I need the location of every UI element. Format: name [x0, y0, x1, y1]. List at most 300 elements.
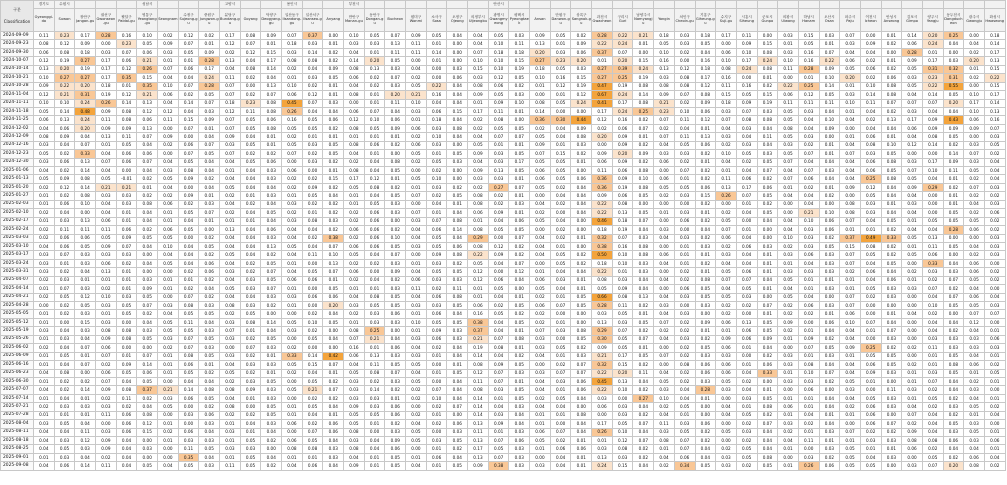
value-cell: 0.03 — [426, 259, 447, 267]
value-cell: 0.03 — [674, 192, 695, 200]
value-cell: 0.03 — [964, 141, 985, 149]
column-header-english: Gwangju — [966, 19, 982, 23]
value-cell: 0.09 — [426, 327, 447, 335]
value-cell: 0.02 — [34, 403, 55, 411]
value-cell: 0.03 — [261, 386, 282, 394]
value-cell: 0.00 — [302, 344, 323, 352]
value-cell: 0.06 — [819, 226, 840, 234]
value-cell: 0.04 — [220, 276, 241, 284]
value-cell: 0.04 — [137, 217, 158, 225]
value-cell: 0.12 — [364, 175, 385, 183]
value-cell: 0.08 — [922, 133, 943, 141]
value-cell: 0.00 — [984, 420, 1005, 428]
value-cell: 0.15 — [302, 361, 323, 369]
region-header — [323, 1, 344, 9]
value-cell: 0.04 — [199, 133, 220, 141]
value-cell: 0.00 — [385, 217, 406, 225]
value-cell: 0.05 — [550, 344, 571, 352]
value-cell: 0.09 — [592, 150, 613, 158]
value-cell: 0.00 — [530, 192, 551, 200]
column-header-english: Yangju — [926, 19, 939, 23]
value-cell: 0.00 — [757, 234, 778, 242]
value-cell: 0.04 — [860, 259, 881, 267]
value-cell: 0.27 — [488, 183, 509, 191]
value-cell: 0.12 — [116, 91, 137, 99]
value-cell: 0.05 — [819, 91, 840, 99]
value-cell: 0.01 — [385, 394, 406, 402]
value-cell: 0.00 — [860, 310, 881, 318]
value-cell: 0.01 — [881, 32, 902, 40]
value-cell: 0.00 — [654, 200, 675, 208]
value-cell: 0.04 — [778, 167, 799, 175]
value-cell: 0.05 — [633, 209, 654, 217]
value-cell: 0.03 — [426, 276, 447, 284]
value-cell: 0.00 — [571, 403, 592, 411]
value-cell: 0.03 — [902, 107, 923, 115]
value-cell: 0.00 — [158, 445, 179, 453]
value-cell: 0.02 — [695, 437, 716, 445]
value-cell: 0.04 — [881, 192, 902, 200]
value-cell: 0.04 — [323, 310, 344, 318]
value-cell: 0.00 — [178, 234, 199, 242]
value-cell: 0.09 — [323, 65, 344, 73]
value-cell: 0.01 — [199, 361, 220, 369]
value-cell: 0.04 — [860, 453, 881, 461]
value-cell: 0.01 — [344, 200, 365, 208]
value-cell: 0.01 — [178, 57, 199, 65]
value-cell: 0.09 — [798, 335, 819, 343]
value-cell: 0.01 — [488, 428, 509, 436]
value-cell: 0.00 — [530, 226, 551, 234]
value-cell: 0.18 — [282, 40, 303, 48]
value-cell: 0.02 — [984, 226, 1005, 234]
value-cell: 0.04 — [158, 310, 179, 318]
value-cell: 0.02 — [695, 167, 716, 175]
value-cell: 0.01 — [261, 369, 282, 377]
value-cell: 0.00 — [385, 327, 406, 335]
value-cell: 0.06 — [137, 116, 158, 124]
table-row — [1, 453, 1006, 461]
value-cell: 0.06 — [75, 234, 96, 242]
value-cell: 0.01 — [34, 285, 55, 293]
value-cell: 0.05 — [282, 318, 303, 326]
value-cell: 0.07 — [819, 48, 840, 56]
value-cell: 0.07 — [385, 369, 406, 377]
value-cell: 0.03 — [54, 437, 75, 445]
value-cell: 0.04 — [819, 394, 840, 402]
value-cell: 0.01 — [220, 217, 241, 225]
value-cell: 0.23 — [54, 32, 75, 40]
value-cell: 0.03 — [984, 133, 1005, 141]
value-cell: 0.01 — [509, 141, 530, 149]
table-row — [1, 462, 1006, 470]
value-cell: 0.05 — [447, 318, 468, 326]
column-header — [344, 9, 365, 32]
value-cell: 0.06 — [406, 124, 427, 132]
value-cell: 0.01 — [302, 453, 323, 461]
value-cell: 0.04 — [447, 133, 468, 141]
value-cell: 0.02 — [34, 276, 55, 284]
value-cell: 0.05 — [240, 462, 261, 470]
value-cell: 0.10 — [840, 99, 861, 107]
value-cell: 0.02 — [96, 361, 117, 369]
value-cell: 0.07 — [488, 335, 509, 343]
value-cell: 0.04 — [757, 276, 778, 284]
value-cell: 0.03 — [509, 32, 530, 40]
value-cell: 0.02 — [261, 251, 282, 259]
value-cell: 0.13 — [364, 352, 385, 360]
value-cell: 0.09 — [922, 124, 943, 132]
value-cell: 0.10 — [674, 107, 695, 115]
value-cell: 0.06 — [860, 133, 881, 141]
value-cell: 0.00 — [323, 32, 344, 40]
value-cell: 0.12 — [592, 116, 613, 124]
value-cell: 0.07 — [509, 183, 530, 191]
table-row — [1, 65, 1006, 73]
value-cell: 0.02 — [406, 394, 427, 402]
value-cell: 0.02 — [943, 141, 964, 149]
value-cell: 0.08 — [447, 124, 468, 132]
value-cell: 0.02 — [716, 310, 737, 318]
value-cell: 0.02 — [282, 209, 303, 217]
value-cell: 0.03 — [550, 377, 571, 385]
value-cell: 0.00 — [674, 302, 695, 310]
value-cell: 0.05 — [406, 377, 427, 385]
value-cell: 0.03 — [509, 453, 530, 461]
value-cell: 0.04 — [261, 183, 282, 191]
value-cell: 0.00 — [757, 226, 778, 234]
value-cell: 0.02 — [158, 32, 179, 40]
value-cell: 0.02 — [902, 361, 923, 369]
value-cell: 0.06 — [488, 276, 509, 284]
value-cell: 0.14 — [75, 167, 96, 175]
column-header-english: Paldal-gu — [118, 19, 135, 23]
value-cell: 0.19 — [757, 99, 778, 107]
value-cell: 0.06 — [860, 167, 881, 175]
region-header — [757, 1, 778, 9]
value-cell: 0.35 — [178, 453, 199, 461]
value-cell: 0.28 — [902, 48, 923, 56]
value-cell: 0.06 — [282, 420, 303, 428]
row-date: 2024-10-14 — [1, 65, 34, 73]
value-cell: 0.11 — [509, 40, 530, 48]
value-cell: 0.04 — [364, 192, 385, 200]
value-cell: 0.09 — [34, 82, 55, 90]
value-cell: 0.04 — [509, 411, 530, 419]
column-header-korean: 의왕시 — [782, 15, 794, 20]
value-cell: 0.00 — [819, 133, 840, 141]
value-cell: 0.02 — [674, 268, 695, 276]
value-cell: 0.07 — [323, 268, 344, 276]
value-cell: 0.19 — [75, 65, 96, 73]
value-cell: 0.06 — [964, 268, 985, 276]
value-cell: 0.05 — [426, 234, 447, 242]
value-cell: 0.03 — [261, 293, 282, 301]
value-cell: 0.07 — [178, 150, 199, 158]
value-cell: 0.03 — [798, 377, 819, 385]
value-cell: 0.07 — [220, 150, 241, 158]
value-cell: 0.15 — [447, 107, 468, 115]
value-cell: 0.11 — [757, 133, 778, 141]
value-cell: 0.15 — [695, 192, 716, 200]
value-cell: 0.05 — [34, 150, 55, 158]
value-cell: 0.04 — [736, 369, 757, 377]
row-date: 2025-01-13 — [1, 175, 34, 183]
value-cell: 0.00 — [798, 318, 819, 326]
value-cell: 0.14 — [364, 386, 385, 394]
value-cell: 0.09 — [302, 183, 323, 191]
value-cell: 0.03 — [468, 74, 489, 82]
value-cell: 0.02 — [302, 394, 323, 402]
value-cell: 0.20 — [943, 462, 964, 470]
value-cell: 0.21 — [96, 183, 117, 191]
column-header — [282, 9, 303, 32]
value-cell: 0.03 — [674, 32, 695, 40]
value-cell: 0.00 — [592, 141, 613, 149]
value-cell: 0.01 — [674, 175, 695, 183]
value-cell: 0.03 — [550, 48, 571, 56]
value-cell: 0.01 — [34, 377, 55, 385]
value-cell: 0.01 — [509, 377, 530, 385]
value-cell: 0.05 — [137, 234, 158, 242]
value-cell: 0.04 — [282, 268, 303, 276]
value-cell: 0.01 — [364, 99, 385, 107]
value-cell: 0.05 — [178, 48, 199, 56]
value-cell: 0.04 — [158, 74, 179, 82]
value-cell: 0.04 — [426, 99, 447, 107]
row-date: 2024-12-09 — [1, 133, 34, 141]
value-cell: 0.04 — [447, 82, 468, 90]
value-cell: 0.14 — [344, 57, 365, 65]
value-cell: 0.03 — [344, 302, 365, 310]
value-cell: 0.05 — [261, 259, 282, 267]
table-row — [1, 175, 1006, 183]
value-cell: 0.05 — [902, 65, 923, 73]
region-header — [240, 1, 261, 9]
value-cell: 0.06 — [447, 242, 468, 250]
value-cell: 0.09 — [75, 40, 96, 48]
value-cell: 0.09 — [468, 167, 489, 175]
value-cell: 0.19 — [612, 226, 633, 234]
column-header — [116, 9, 137, 32]
value-cell: 0.01 — [468, 293, 489, 301]
value-cell: 0.02 — [468, 183, 489, 191]
value-cell: 0.00 — [240, 82, 261, 90]
value-cell: 0.02 — [757, 352, 778, 360]
value-cell: 0.12 — [302, 91, 323, 99]
value-cell: 0.03 — [54, 335, 75, 343]
value-cell: 0.07 — [716, 276, 737, 284]
value-cell: 0.00 — [922, 192, 943, 200]
value-cell: 0.06 — [54, 200, 75, 208]
value-cell: 0.18 — [592, 259, 613, 267]
value-cell: 0.03 — [261, 167, 282, 175]
value-cell: 0.09 — [178, 192, 199, 200]
value-cell: 0.01 — [199, 40, 220, 48]
value-cell: 0.06 — [840, 57, 861, 65]
value-cell: 0.16 — [612, 116, 633, 124]
value-cell: 0.03 — [96, 192, 117, 200]
value-cell: 0.02 — [530, 124, 551, 132]
column-header-korean: 김포시 — [906, 15, 918, 20]
value-cell: 0.24 — [736, 65, 757, 73]
value-cell: 0.04 — [798, 411, 819, 419]
value-cell: 0.01 — [323, 411, 344, 419]
value-cell: 0.00 — [447, 175, 468, 183]
value-cell: 0.05 — [798, 40, 819, 48]
column-header — [819, 9, 840, 32]
value-cell: 0.04 — [75, 420, 96, 428]
value-cell: 0.00 — [736, 352, 757, 360]
value-cell: 0.26 — [282, 107, 303, 115]
value-cell: 0.04 — [220, 394, 241, 402]
value-cell: 0.03 — [922, 369, 943, 377]
value-cell: 0.01 — [96, 310, 117, 318]
column-header-english: Gwonseon-gu — [96, 17, 116, 25]
value-cell: 0.06 — [860, 158, 881, 166]
value-cell: 0.05 — [633, 318, 654, 326]
value-cell: 0.08 — [571, 327, 592, 335]
column-header — [34, 9, 55, 32]
value-cell: 0.01 — [240, 327, 261, 335]
value-cell: 0.22 — [778, 82, 799, 90]
value-cell: 0.00 — [137, 344, 158, 352]
value-cell: 0.04 — [488, 318, 509, 326]
value-cell: 0.16 — [116, 32, 137, 40]
value-cell: 0.02 — [34, 344, 55, 352]
value-cell: 0.08 — [757, 453, 778, 461]
value-cell: 0.01 — [840, 107, 861, 115]
value-cell: 0.03 — [778, 48, 799, 56]
value-cell: 0.05 — [199, 394, 220, 402]
value-cell: 0.02 — [385, 226, 406, 234]
value-cell: 0.07 — [550, 428, 571, 436]
value-cell: 0.04 — [406, 226, 427, 234]
table-row — [1, 99, 1006, 107]
value-cell: 0.05 — [550, 167, 571, 175]
value-cell: 0.01 — [922, 361, 943, 369]
value-cell: 0.03 — [116, 293, 137, 301]
value-cell: 0.01 — [34, 453, 55, 461]
value-cell: 0.03 — [364, 318, 385, 326]
value-cell: 0.05 — [654, 183, 675, 191]
value-cell: 0.01 — [592, 437, 613, 445]
value-cell: 0.09 — [612, 175, 633, 183]
value-cell: 0.27 — [592, 74, 613, 82]
value-cell: 0.01 — [798, 394, 819, 402]
value-cell: 0.09 — [96, 124, 117, 132]
value-cell: 0.00 — [550, 420, 571, 428]
value-cell: 0.21 — [364, 335, 385, 343]
value-cell: 0.06 — [158, 91, 179, 99]
table-row — [1, 310, 1006, 318]
value-cell: 0.02 — [323, 394, 344, 402]
value-cell: 0.01 — [530, 445, 551, 453]
value-cell: 0.02 — [240, 200, 261, 208]
value-cell: 0.05 — [592, 285, 613, 293]
column-header-english: Yongin — [658, 17, 670, 22]
value-cell: 0.03 — [716, 133, 737, 141]
value-cell: 0.03 — [860, 437, 881, 445]
value-cell: 0.06 — [344, 74, 365, 82]
value-cell: 0.04 — [344, 82, 365, 90]
column-header — [302, 9, 323, 32]
value-cell: 0.04 — [654, 234, 675, 242]
value-cell: 0.04 — [406, 65, 427, 73]
value-cell: 0.30 — [592, 335, 613, 343]
value-cell: 0.05 — [922, 453, 943, 461]
value-cell: 0.03 — [571, 65, 592, 73]
value-cell: 0.13 — [922, 234, 943, 242]
value-cell: 0.21 — [54, 91, 75, 99]
value-cell: 0.00 — [840, 124, 861, 132]
value-cell: 0.08 — [344, 91, 365, 99]
value-cell: 0.02 — [488, 192, 509, 200]
value-cell: 0.03 — [385, 65, 406, 73]
value-cell: 0.04 — [116, 445, 137, 453]
row-date: 2025-04-07 — [1, 276, 34, 284]
value-cell: 0.03 — [798, 107, 819, 115]
value-cell: 0.01 — [34, 310, 55, 318]
value-cell: 0.00 — [695, 411, 716, 419]
value-cell: 0.04 — [736, 209, 757, 217]
value-cell: 0.03 — [922, 268, 943, 276]
value-cell: 0.02 — [240, 335, 261, 343]
value-cell: 0.00 — [964, 32, 985, 40]
value-cell: 0.06 — [736, 175, 757, 183]
value-cell: 0.34 — [674, 462, 695, 470]
value-cell: 0.13 — [592, 453, 613, 461]
value-cell: 0.04 — [798, 158, 819, 166]
value-cell: 0.08 — [468, 200, 489, 208]
value-cell: 0.04 — [736, 386, 757, 394]
value-cell: 0.67 — [592, 91, 613, 99]
value-cell: 0.43 — [943, 116, 964, 124]
value-cell: 0.06 — [54, 462, 75, 470]
value-cell: 0.12 — [550, 82, 571, 90]
value-cell: 0.00 — [902, 327, 923, 335]
value-cell: 0.03 — [364, 310, 385, 318]
value-cell: 0.05 — [323, 74, 344, 82]
value-cell: 0.07 — [757, 302, 778, 310]
value-cell: 0.17 — [96, 74, 117, 82]
value-cell: 0.09 — [757, 335, 778, 343]
value-cell: 0.09 — [612, 133, 633, 141]
value-cell: 0.04 — [633, 377, 654, 385]
value-cell: 0.02 — [819, 335, 840, 343]
value-cell: 0.01 — [757, 268, 778, 276]
value-cell: 0.03 — [984, 242, 1005, 250]
region-header — [902, 1, 923, 9]
value-cell: 0.08 — [116, 335, 137, 343]
value-cell: 0.11 — [96, 462, 117, 470]
value-cell: 0.10 — [964, 91, 985, 99]
value-cell: 0.08 — [468, 386, 489, 394]
value-cell: 0.36 — [530, 116, 551, 124]
value-cell: 0.02 — [468, 124, 489, 132]
value-cell: 0.02 — [550, 200, 571, 208]
value-cell: 0.01 — [158, 369, 179, 377]
value-cell: 0.11 — [654, 420, 675, 428]
value-cell: 0.08 — [633, 99, 654, 107]
value-cell: 0.04 — [447, 453, 468, 461]
value-cell: 0.10 — [736, 48, 757, 56]
value-cell: 0.05 — [902, 251, 923, 259]
column-header-english: Uijeongbu — [468, 19, 488, 23]
value-cell: 0.02 — [385, 183, 406, 191]
value-cell: 0.07 — [323, 386, 344, 394]
value-cell: 0.04 — [695, 48, 716, 56]
